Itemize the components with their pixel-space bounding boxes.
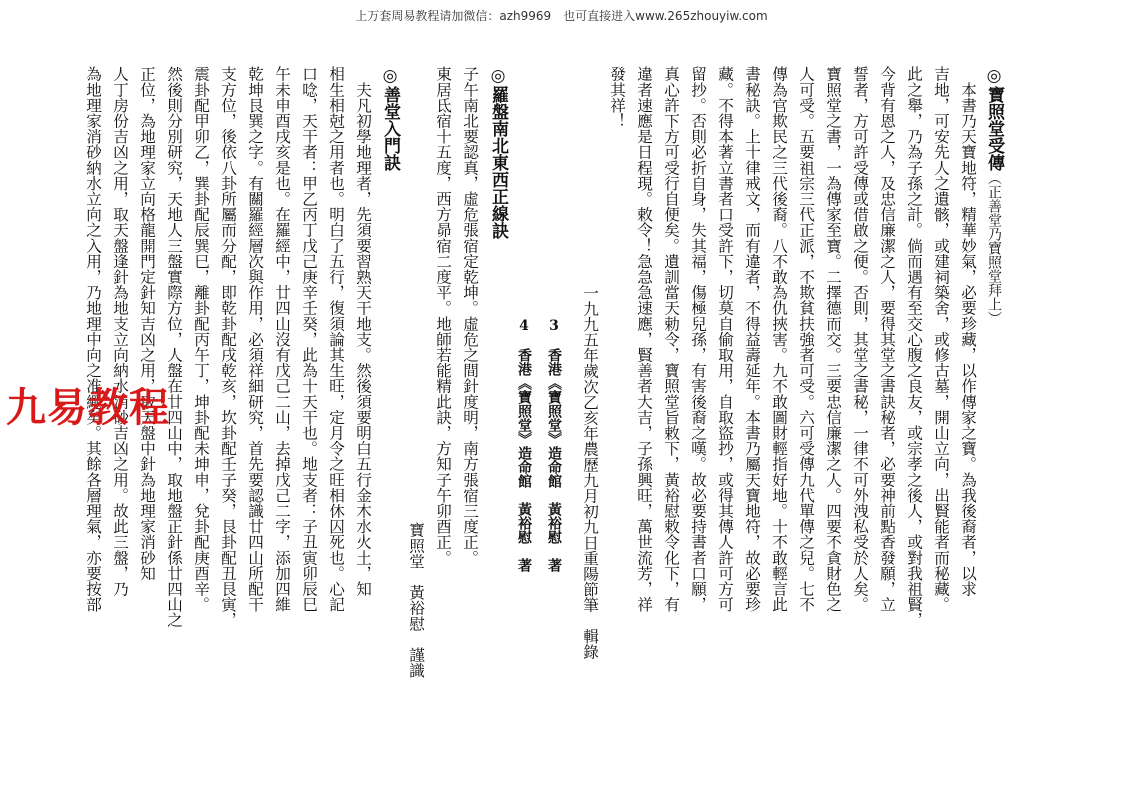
text-line: 人可受。五要祖宗三代正派，不欺貧扶強者可受。六可受傳九代單傳之兒。七不 [797,66,815,612]
text-line: 留抄。否則必折自身，失其福，傷極兒孫，有害後裔之嘆。故必要持書者口願， [689,66,707,612]
text-line: 違者速應是日程現。敕令！急急急速應，賢善者大吉，子孫興旺，萬世流芳，祥 [635,66,653,612]
text-line: 傳為官欺民之三代後裔。八不敢為仇挾害。九不敢圖財輕指好地。十不敢輕言此 [770,66,788,612]
text-line: 支方位，後依八卦所屬而分配，即乾卦配戌乾亥，坎卦配壬子癸，艮卦配丑艮寅， [219,66,237,628]
text-line: 本書乃天寶地符，精華妙氣，必要珍藏，以作傳家之寶。為我後裔者，以求 [959,66,977,597]
text-line: 口唸，天干者：甲乙丙丁戊己庚辛壬癸，此為十天干也。地支者：子丑寅卯辰巳 [300,66,318,612]
section-heading-shantang: ◎善堂入門訣 [380,66,400,171]
text-line: 震卦配甲卯乙，巽卦配辰巽巳，離卦配丙午丁，坤卦配未坤申，兌卦配庚酉辛。 [192,66,210,612]
credit-line-3: 3 香港《寶照堂》造命館 黃裕慰 著 [546,318,562,572]
text-line: 發其祥！ [608,66,626,129]
text-line: 此之舉，乃為子孫之計。倘而遇有至交心腹之良友，或宗孝之後人，或對我祖賢， [905,66,923,628]
text-line: 人丁房份吉凶之用，取天盤逢針為地支立向納水消砂吉凶之用。故此三盤，乃 [111,66,129,597]
text-line: 乾坤艮巽之字。有關羅經層次與作用，必須祥細研究，首先要認識廿四山所配干 [246,66,264,612]
header-banner: 上万套周易教程请加微信：azh9969 也可直接进入www.265zhouyiw.com [355,9,768,23]
text-line: 藏。不得本著立書者口受許下，切莫自偷取用，自取盜抄，或得其傳人許可方可 [716,66,734,612]
text-line: 正位，為地理家立向格龍開門定針知吉凶之用，取天盤中針為地理家消砂知 [138,66,156,581]
section-heading-baozhaotang [980,66,1007,726]
text-line: 然後則分別研究，天地人三盤實際方位，人盤在廿四山中，取地盤正針係廿四山之 [165,66,183,628]
text-line: 午未申酉戌亥是也。在羅經中，廿四山沒有戊己二山，去掉戊己二字，添加四維 [273,66,291,612]
text-line: 為地理家消砂納水立向之入用，乃地理中向之准繩矣。其餘各層理氣，亦要按部 [84,66,102,612]
signature: 寶照堂 黃裕慰 謹識 [407,522,425,678]
text-line: 夫凡初學地理者，先須要習熟天干地支。然後須要明白五行金木水火土，知 [354,66,372,597]
text-line: 今背有恩之人，及忠信廉潔之人，要得其堂之書訣秘者，必要神前點香發願，立 [878,66,896,612]
date-line: 一九九五年歲次乙亥年農歷九月初九日重陽節筆 輯錄 [581,285,599,660]
text-line: 真心許下方可受行自便矣。遺訓當天勅令，寶照堂旨敕下，黃裕慰敕令化下，有 [662,66,680,612]
text-line: 子午南北要認真，虛危張宿定乾坤。虛危之間針度明，南方張宿三度正。 [461,66,479,566]
heading-baozhaotang: ◎寶照堂受傳 [984,66,1004,171]
text-line: 寶照堂之書，一為傳家至寶。二擇德而交。三要忠信廉潔之人。四要不貪財色之 [824,66,842,612]
text-line: 相生相尅之用者也。明白了五行，復須論其生旺，定月令之旺相休囚死也。心記 [327,66,345,612]
text-line: 誓者，方可許受傳或借啟之便。否則，其堂之書秘，一律不可外洩私受於人矣。 [851,66,869,612]
credit-line-4: 4 香港《寶照堂》造命館 黃裕慰 著 [516,318,532,572]
watermark-logo: 九易教程 [6,385,170,431]
text-line: 吉地，可安先人之遺骸，或建祠築舍，或修古墓，開山立向，出賢能者而秘藏。 [932,66,950,612]
text-line: 書秘訣。上十律戒文，而有違者，不得益壽延年。本書乃屬天寶地符，故必要珍 [743,66,761,612]
heading-note: （正善堂乃寶照堂拜上） [986,171,1002,325]
section-heading-luopan: ◎羅盤南北東西正線訣 [488,66,508,239]
text-line: 東居氐宿十五度，西方昴宿二度平。地師若能精此訣，方知子午卯酉正。 [434,66,452,566]
